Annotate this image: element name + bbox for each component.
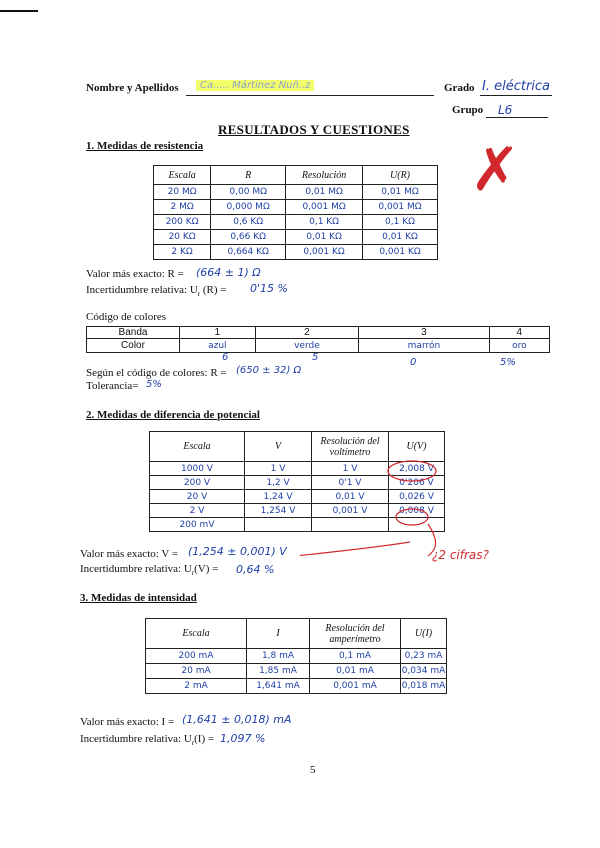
red-circle-mark (388, 461, 436, 481)
resistance-exact-label: Valor más exacto: R = (86, 268, 184, 280)
table-cell: 0,01 MΩ (363, 185, 438, 200)
table-cell: 2 V (150, 504, 245, 518)
table-cell: 0,23 mA (401, 649, 447, 664)
page-number: 5 (310, 764, 316, 776)
table-cell: 0,01 mA (310, 664, 401, 679)
two-figures-annotation: ¿2 cifras? (432, 548, 489, 562)
table-cell: 0,6 KΩ (211, 215, 286, 230)
current-exact-label: Valor más exacto: I = (80, 716, 175, 728)
table-cell: 0'206 V (389, 476, 445, 490)
band-number: 3 (359, 327, 489, 339)
band-digit: 5% (500, 357, 516, 368)
current-exact-value: (1,641 ± 0,018) mA (182, 713, 292, 726)
section2-heading: 2. Medidas de diferencia de potencial (86, 409, 260, 421)
color-code-result-label: Según el código de colores: R = (86, 367, 227, 379)
col-header: Escala (154, 166, 211, 185)
table-cell: 0,66 KΩ (211, 230, 286, 245)
table-cell: 0,008 V (389, 504, 445, 518)
band-number: 1 (180, 327, 256, 339)
table-cell: 0,001 mA (310, 679, 401, 694)
table-cell: 1 V (312, 462, 389, 476)
table-cell: 200 V (150, 476, 245, 490)
table-cell: 0,001 KΩ (363, 245, 438, 260)
table-cell: 20 V (150, 490, 245, 504)
current-table (145, 618, 447, 694)
tolerance-label: Tolerancia= (86, 380, 139, 392)
band-color: marrón (359, 339, 489, 353)
grado-underline (480, 95, 552, 96)
table-cell: 1,85 mA (247, 664, 310, 679)
table-cell: 0,01 V (312, 490, 389, 504)
red-circle-mark (396, 509, 428, 525)
col-header: Resolución del amperímetro (310, 619, 401, 649)
table-cell: 0,026 V (389, 490, 445, 504)
band-color: oro (489, 339, 549, 353)
table-cell: 1000 V (150, 462, 245, 476)
voltage-relunc-value: 0,64 % (236, 563, 275, 576)
table-cell: 200 mA (146, 649, 247, 664)
table-cell: 1,641 mA (247, 679, 310, 694)
band-digit: 5 (312, 352, 319, 363)
col-header: Escala (146, 619, 247, 649)
resistance-exact-value: (664 ± 1) Ω (196, 266, 261, 279)
band-number: 2 (255, 327, 359, 339)
table-cell: 2 mA (146, 679, 247, 694)
table-cell: 1,2 V (245, 476, 312, 490)
table-cell: 200 mV (150, 518, 245, 532)
table-cell: 0,001 KΩ (286, 245, 363, 260)
color-code-table (86, 326, 550, 353)
band-header: Banda (87, 327, 180, 339)
grupo-value: L6 (498, 103, 513, 117)
band-number: 4 (489, 327, 549, 339)
table-cell: 0,000 MΩ (211, 200, 286, 215)
resistance-relunc-value: 0'15 % (250, 282, 288, 295)
col-header: Resolución (286, 166, 363, 185)
table-cell: 0,1 KΩ (286, 215, 363, 230)
color-header: Color (87, 339, 180, 353)
table-cell: 0,00 MΩ (211, 185, 286, 200)
table-cell: 0'1 V (312, 476, 389, 490)
color-code-result-value: (650 ± 32) Ω (236, 365, 302, 376)
col-header: I (247, 619, 310, 649)
resistance-relunc-label: Incertidumbre relativa: $U_r$ (R) = (86, 284, 227, 299)
band-digit: 0 (410, 357, 417, 368)
grupo-underline (486, 117, 548, 118)
table-cell: 200 KΩ (154, 215, 211, 230)
voltage-exact-value: (1,254 ± 0,001) V (188, 545, 287, 558)
table-cell: 0,018 mA (401, 679, 447, 694)
table-cell: 2 MΩ (154, 200, 211, 215)
table-cell: 2,008 V (389, 462, 445, 476)
table-cell: 0,034 mA (401, 664, 447, 679)
grado-value: I. eléctrica (482, 79, 551, 94)
voltage-relunc-label: Incertidumbre relativa: $U_r(V)$ = (80, 563, 219, 578)
name-label: Nombre y Apellidos (86, 82, 179, 94)
table-cell: 20 MΩ (154, 185, 211, 200)
corner-mark (0, 10, 38, 12)
table-cell: 20 mA (146, 664, 247, 679)
col-header: V (245, 432, 312, 462)
name-underline (186, 95, 434, 96)
band-color: verde (255, 339, 359, 353)
table-cell: 1,24 V (245, 490, 312, 504)
table-cell: 20 KΩ (154, 230, 211, 245)
tolerance-value: 5% (146, 379, 162, 390)
name-value: Ca..... Mártinez Nuñ..z (196, 80, 314, 91)
current-relunc-value: 1,097 % (220, 732, 266, 745)
page-title: RESULTADOS Y CUESTIONES (218, 122, 410, 137)
grupo-label: Grupo (452, 104, 484, 116)
table-cell: 0,001 V (312, 504, 389, 518)
table-cell: 0,1 mA (310, 649, 401, 664)
current-relunc-label: Incertidumbre relativa: $U_r(I)$ = (80, 733, 215, 748)
table-cell: 1,254 V (245, 504, 312, 518)
section1-heading: 1. Medidas de resistencia (86, 140, 204, 152)
table-cell: 1 V (245, 462, 312, 476)
table-cell: 2 KΩ (154, 245, 211, 260)
col-header: Resolución del voltímetro (312, 432, 389, 462)
band-color: azul (180, 339, 256, 353)
table-cell: 0,664 KΩ (211, 245, 286, 260)
col-header: U(I) (401, 619, 447, 649)
section3-heading: 3. Medidas de intensidad (80, 592, 197, 604)
col-header: U(R) (363, 166, 438, 185)
table-cell: 0,01 KΩ (286, 230, 363, 245)
color-code-label: Código de colores (86, 311, 167, 323)
red-underline-mark (300, 542, 410, 560)
col-header: R (211, 166, 286, 185)
resistance-table (153, 165, 438, 260)
voltage-exact-label: Valor más exacto: V = (80, 548, 179, 560)
grado-label: Grado (444, 82, 475, 94)
band-digit: 6 (222, 352, 229, 363)
table-cell: 0,1 KΩ (363, 215, 438, 230)
table-cell: 0,001 MΩ (363, 200, 438, 215)
col-header: Escala (150, 432, 245, 462)
table-cell: 0,001 MΩ (286, 200, 363, 215)
grade-cross-mark: ✗ (470, 135, 521, 205)
table-cell: 0,01 KΩ (363, 230, 438, 245)
table-cell: 0,01 MΩ (286, 185, 363, 200)
col-header: U(V) (389, 432, 445, 462)
table-cell: 1,8 mA (247, 649, 310, 664)
